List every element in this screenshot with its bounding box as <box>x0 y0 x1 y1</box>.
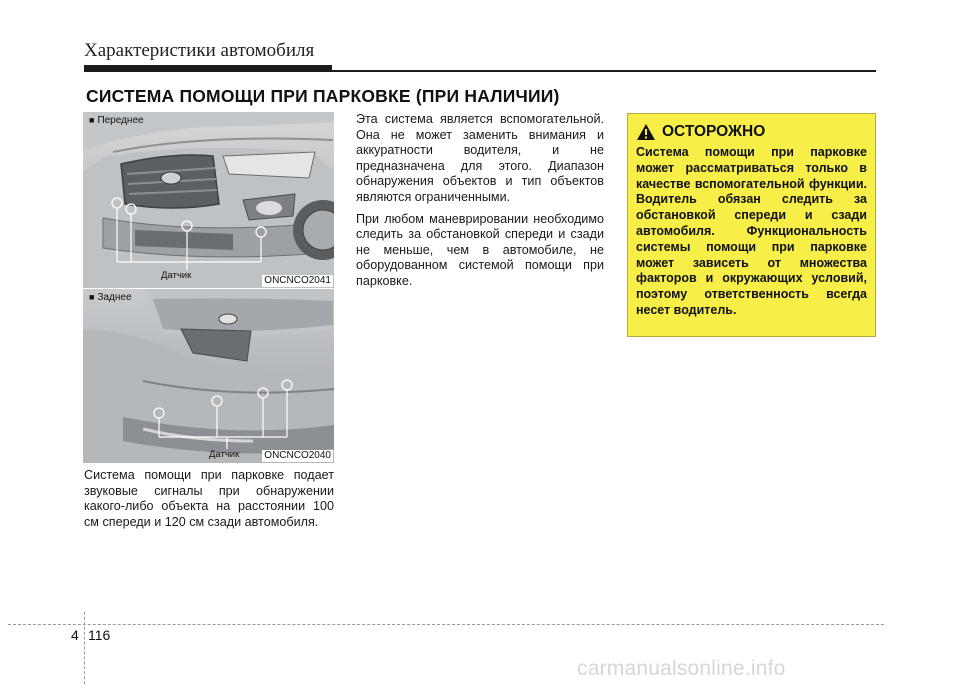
front-bumper-illustration <box>83 112 334 288</box>
warning-header <box>636 123 867 141</box>
rear-sensor-label: Датчик <box>209 449 240 460</box>
front-sensor-label: Датчик <box>161 270 192 281</box>
left-paragraph: Система помощи при парковке подает звуковые сигналы при обнаружении какого-либо объекта на расстоянии 100 см спереди и 120 см сзади автомобиля. <box>84 468 334 529</box>
middle-paragraph-2: При любом маневрировании необходимо следить за обстановкой спереди и сзади не меньше, чем в автомобиле, не оборудованном системой помощи при парковке. <box>356 211 604 288</box>
warning-box <box>627 113 876 337</box>
warning-title: ОСТОРОЖНО <box>662 123 766 140</box>
warning-body: Система помощи при парковке может рассматриваться только в качестве вспомогательной функции. Водитель обязан следить за обстановкой спереди и сзади автомобиля. Функциональность системы помощи при парковке может зависеть от множества факторов и окружающих условий, поэтому ответственность всегда несет водитель. <box>636 145 867 317</box>
header-rule-thin <box>332 70 876 72</box>
chapter-header-title: Характеристики автомобиля <box>84 40 315 61</box>
footer-divider <box>84 612 85 684</box>
page-number: 116 <box>88 627 111 643</box>
header-rule-thick <box>84 65 332 72</box>
middle-column-text <box>356 112 604 296</box>
middle-paragraph-1: Эта система является вспомогательной. Она не может заменить внимания и аккуратности водителя, и не предназначена для этого. Диапазон обнаружения объектов и тип объектов являются ограниченными. <box>356 112 604 204</box>
rear-figure-code: ONCNCO2040 <box>264 450 331 461</box>
page-chapter-number: 4 <box>71 627 79 643</box>
watermark: carmanualsonline.info <box>577 657 786 680</box>
rear-figure-tag: ■ Заднее <box>89 292 132 303</box>
section-heading: СИСТЕМА ПОМОЩИ ПРИ ПАРКОВКЕ (ПРИ НАЛИЧИИ) <box>86 86 560 106</box>
rear-bumper-illustration <box>83 289 334 463</box>
warning-triangle-icon <box>636 123 656 141</box>
rear-bumper-figure <box>83 288 334 463</box>
footer-rule <box>8 624 884 625</box>
front-figure-tag: ■ Переднее <box>89 115 144 126</box>
left-column-text <box>84 468 334 536</box>
front-figure-code: ONCNCO2041 <box>264 275 331 286</box>
front-bumper-figure <box>83 112 334 288</box>
